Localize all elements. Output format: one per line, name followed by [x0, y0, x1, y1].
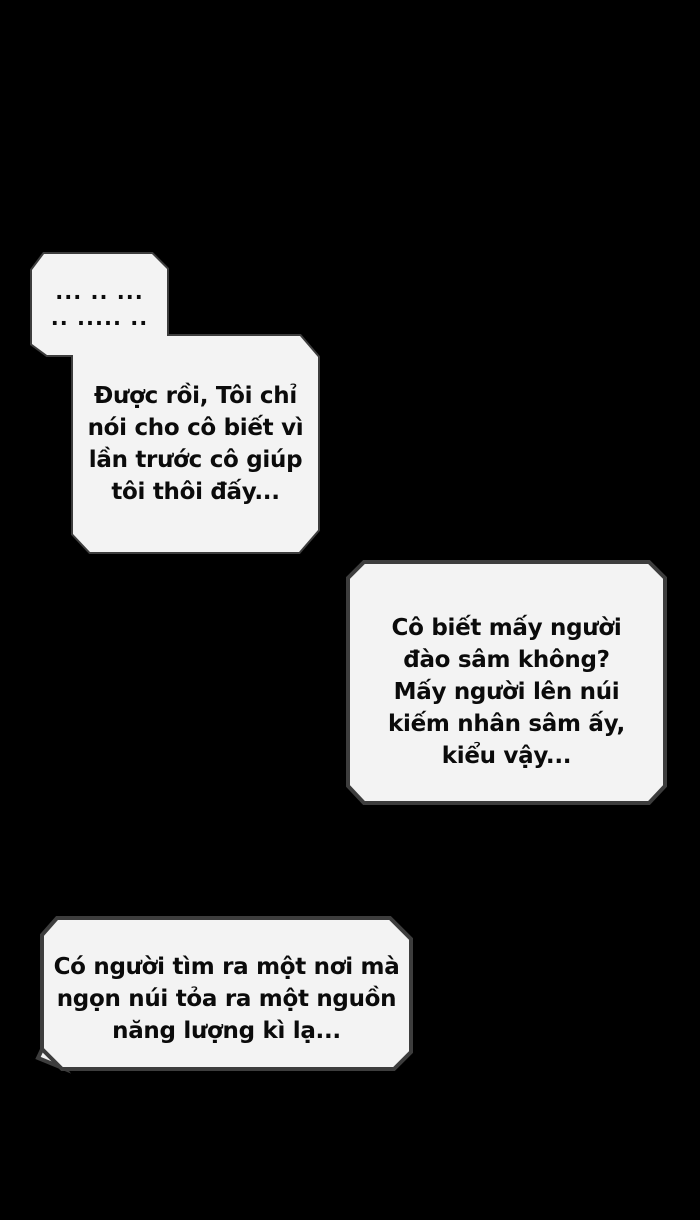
dialogue-line: kiểu vậy...: [441, 742, 572, 769]
speech-bubble-3-text: [42, 918, 411, 1069]
speech-bubble-2-text: [348, 562, 665, 803]
dialogue-line: tôi thôi đấy...: [111, 479, 280, 505]
dialogue-line: .. ..... ..: [50, 305, 149, 330]
dialogue-line: đào sâm không?: [403, 646, 610, 673]
dialogue-line: lần trước cô giúp: [88, 447, 303, 473]
dialogue-line: Mấy người lên núi: [393, 678, 620, 705]
dialogue-line: ngọn núi tỏa ra một nguồn: [56, 986, 397, 1012]
dialogue-line: nói cho cô biết vì: [87, 415, 304, 441]
dialogue-line: Cô biết mấy người: [391, 614, 622, 641]
dialogue-line: Được rồi, Tôi chỉ: [94, 383, 297, 409]
dialogue-line: ... .. ...: [55, 279, 144, 304]
dialogue-line: Có người tìm ra một nơi mà: [53, 954, 400, 980]
dialogue-line: kiếm nhân sâm ấy,: [388, 710, 625, 737]
speech-bubble-1-text: [73, 336, 318, 552]
dialogue-line: năng lượng kì lạ...: [112, 1018, 341, 1044]
